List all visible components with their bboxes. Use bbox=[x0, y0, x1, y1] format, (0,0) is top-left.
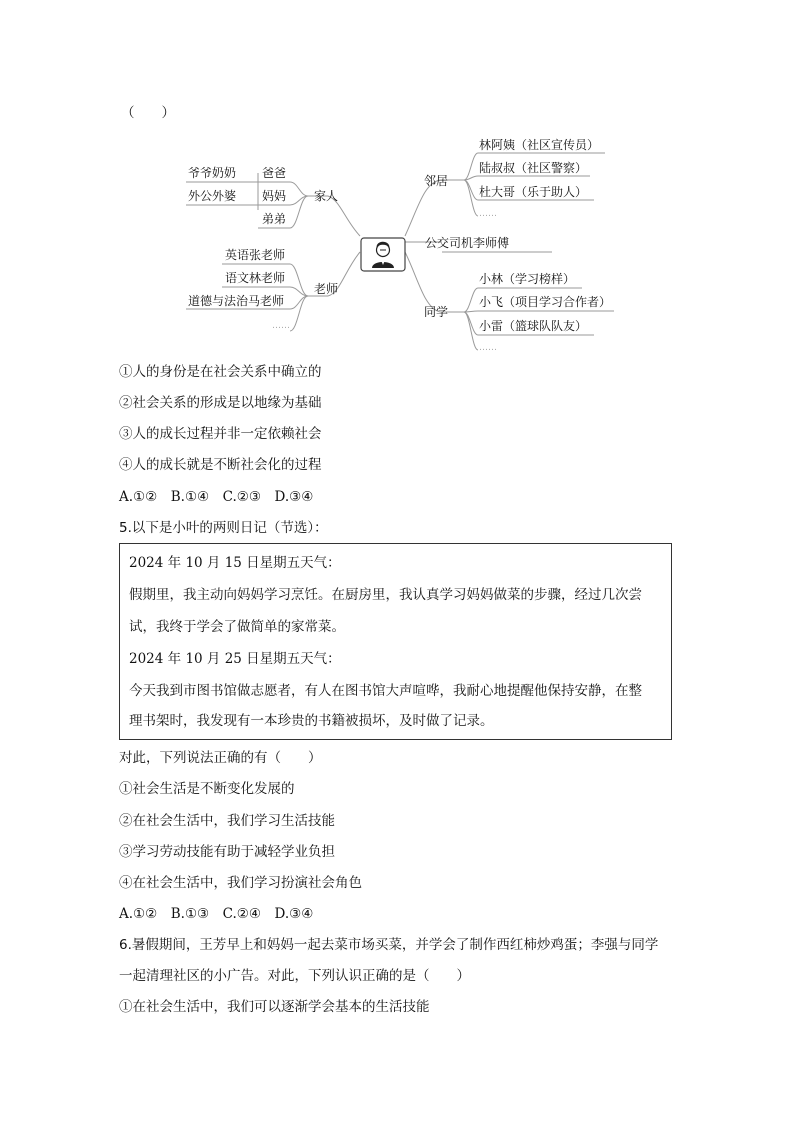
q5-option-4: ④在社会生活中，我们学习扮演社会角色 bbox=[119, 875, 362, 891]
branch-classmate: 同学 bbox=[424, 305, 449, 319]
family-mom: 妈妈 bbox=[262, 189, 287, 203]
classmate-item: 小飞（项目学习合作者） bbox=[479, 295, 612, 309]
branch-neighbor: 邻居 bbox=[424, 174, 449, 188]
q4-option-4: ④人的成长就是不断社会化的过程 bbox=[119, 457, 322, 473]
teacher-more: …… bbox=[272, 321, 290, 331]
family-grandparents-maternal: 外公外婆 bbox=[188, 189, 237, 203]
diary-date-2: 2024 年 10 月 25 日星期五天气： bbox=[129, 651, 341, 667]
q5-option-3: ③学习劳动技能有助于减轻学业负担 bbox=[119, 844, 335, 860]
diary-text-1a: 假期里，我主动向妈妈学习烹饪。在厨房里，我认真学习妈妈做菜的步骤，经过几次尝 bbox=[129, 587, 642, 603]
family-dad: 爸爸 bbox=[262, 166, 287, 180]
diary-text-2b: 理书架时，我发现有一本珍贵的书籍被损坏，及时做了记录。 bbox=[129, 713, 494, 729]
q6-stem-line-1: 6.暑假期间，王芳早上和妈妈一起去菜市场买菜，并学会了制作西红柿炒鸡蛋；李强与同学 bbox=[119, 937, 659, 953]
q4-option-1: ①人的身份是在社会关系中确立的 bbox=[119, 364, 322, 380]
q5-stem: 5.以下是小叶的两则日记（节选）： bbox=[119, 520, 328, 536]
question-4-blank: （ ） bbox=[121, 105, 175, 121]
branch-bus-driver: 公交司机李师傅 bbox=[425, 236, 510, 250]
teacher-item: 语文林老师 bbox=[225, 271, 286, 285]
q6-stem-line-2: 一起清理社区的小广告。对此，下列认识正确的是（ ） bbox=[119, 968, 470, 984]
branch-family: 家人 bbox=[314, 189, 339, 203]
q5-answer-choices: A.①② B.①③ C.②④ D.③④ bbox=[119, 906, 314, 922]
family-brother: 弟弟 bbox=[262, 212, 287, 226]
diary-text-1b: 试，我终于学会了做简单的家常菜。 bbox=[129, 619, 345, 635]
neighbor-more: …… bbox=[479, 209, 497, 219]
branch-teacher: 老师 bbox=[314, 282, 339, 296]
q4-option-2: ②社会关系的形成是以地缘为基础 bbox=[119, 395, 322, 411]
neighbor-item: 林阿姨（社区宣传员） bbox=[479, 138, 600, 152]
q5-option-1: ①社会生活是不断变化发展的 bbox=[119, 781, 295, 797]
neighbor-item: 陆叔叔（社区警察） bbox=[479, 161, 588, 175]
diary-date-1: 2024 年 10 月 15 日星期五天气： bbox=[129, 555, 341, 571]
classmate-more: …… bbox=[479, 343, 497, 353]
q5-option-2: ②在社会生活中，我们学习生活技能 bbox=[119, 813, 335, 829]
diary-box bbox=[119, 543, 672, 740]
q4-option-3: ③人的成长过程并非一定依赖社会 bbox=[119, 426, 322, 442]
family-grandparents-paternal: 爷爷奶奶 bbox=[188, 166, 237, 180]
neighbor-item: 杜大哥（乐于助人） bbox=[479, 185, 588, 199]
q5-question: 对此，下列说法正确的有（ ） bbox=[119, 750, 322, 766]
social-relations-mindmap bbox=[180, 128, 620, 356]
person-avatar-icon bbox=[361, 238, 405, 271]
teacher-item: 道德与法治马老师 bbox=[188, 294, 285, 308]
q4-answer-choices: A.①② B.①④ C.②③ D.③④ bbox=[119, 489, 314, 505]
q6-option-1: ①在社会生活中，我们可以逐渐学会基本的生活技能 bbox=[119, 999, 430, 1015]
classmate-item: 小雷（篮球队队友） bbox=[479, 319, 588, 333]
teacher-item: 英语张老师 bbox=[225, 248, 286, 262]
classmate-item: 小林（学习榜样） bbox=[479, 272, 576, 286]
diary-text-2a: 今天我到市图书馆做志愿者，有人在图书馆大声喧哗，我耐心地提醒他保持安静，在整 bbox=[129, 683, 642, 699]
